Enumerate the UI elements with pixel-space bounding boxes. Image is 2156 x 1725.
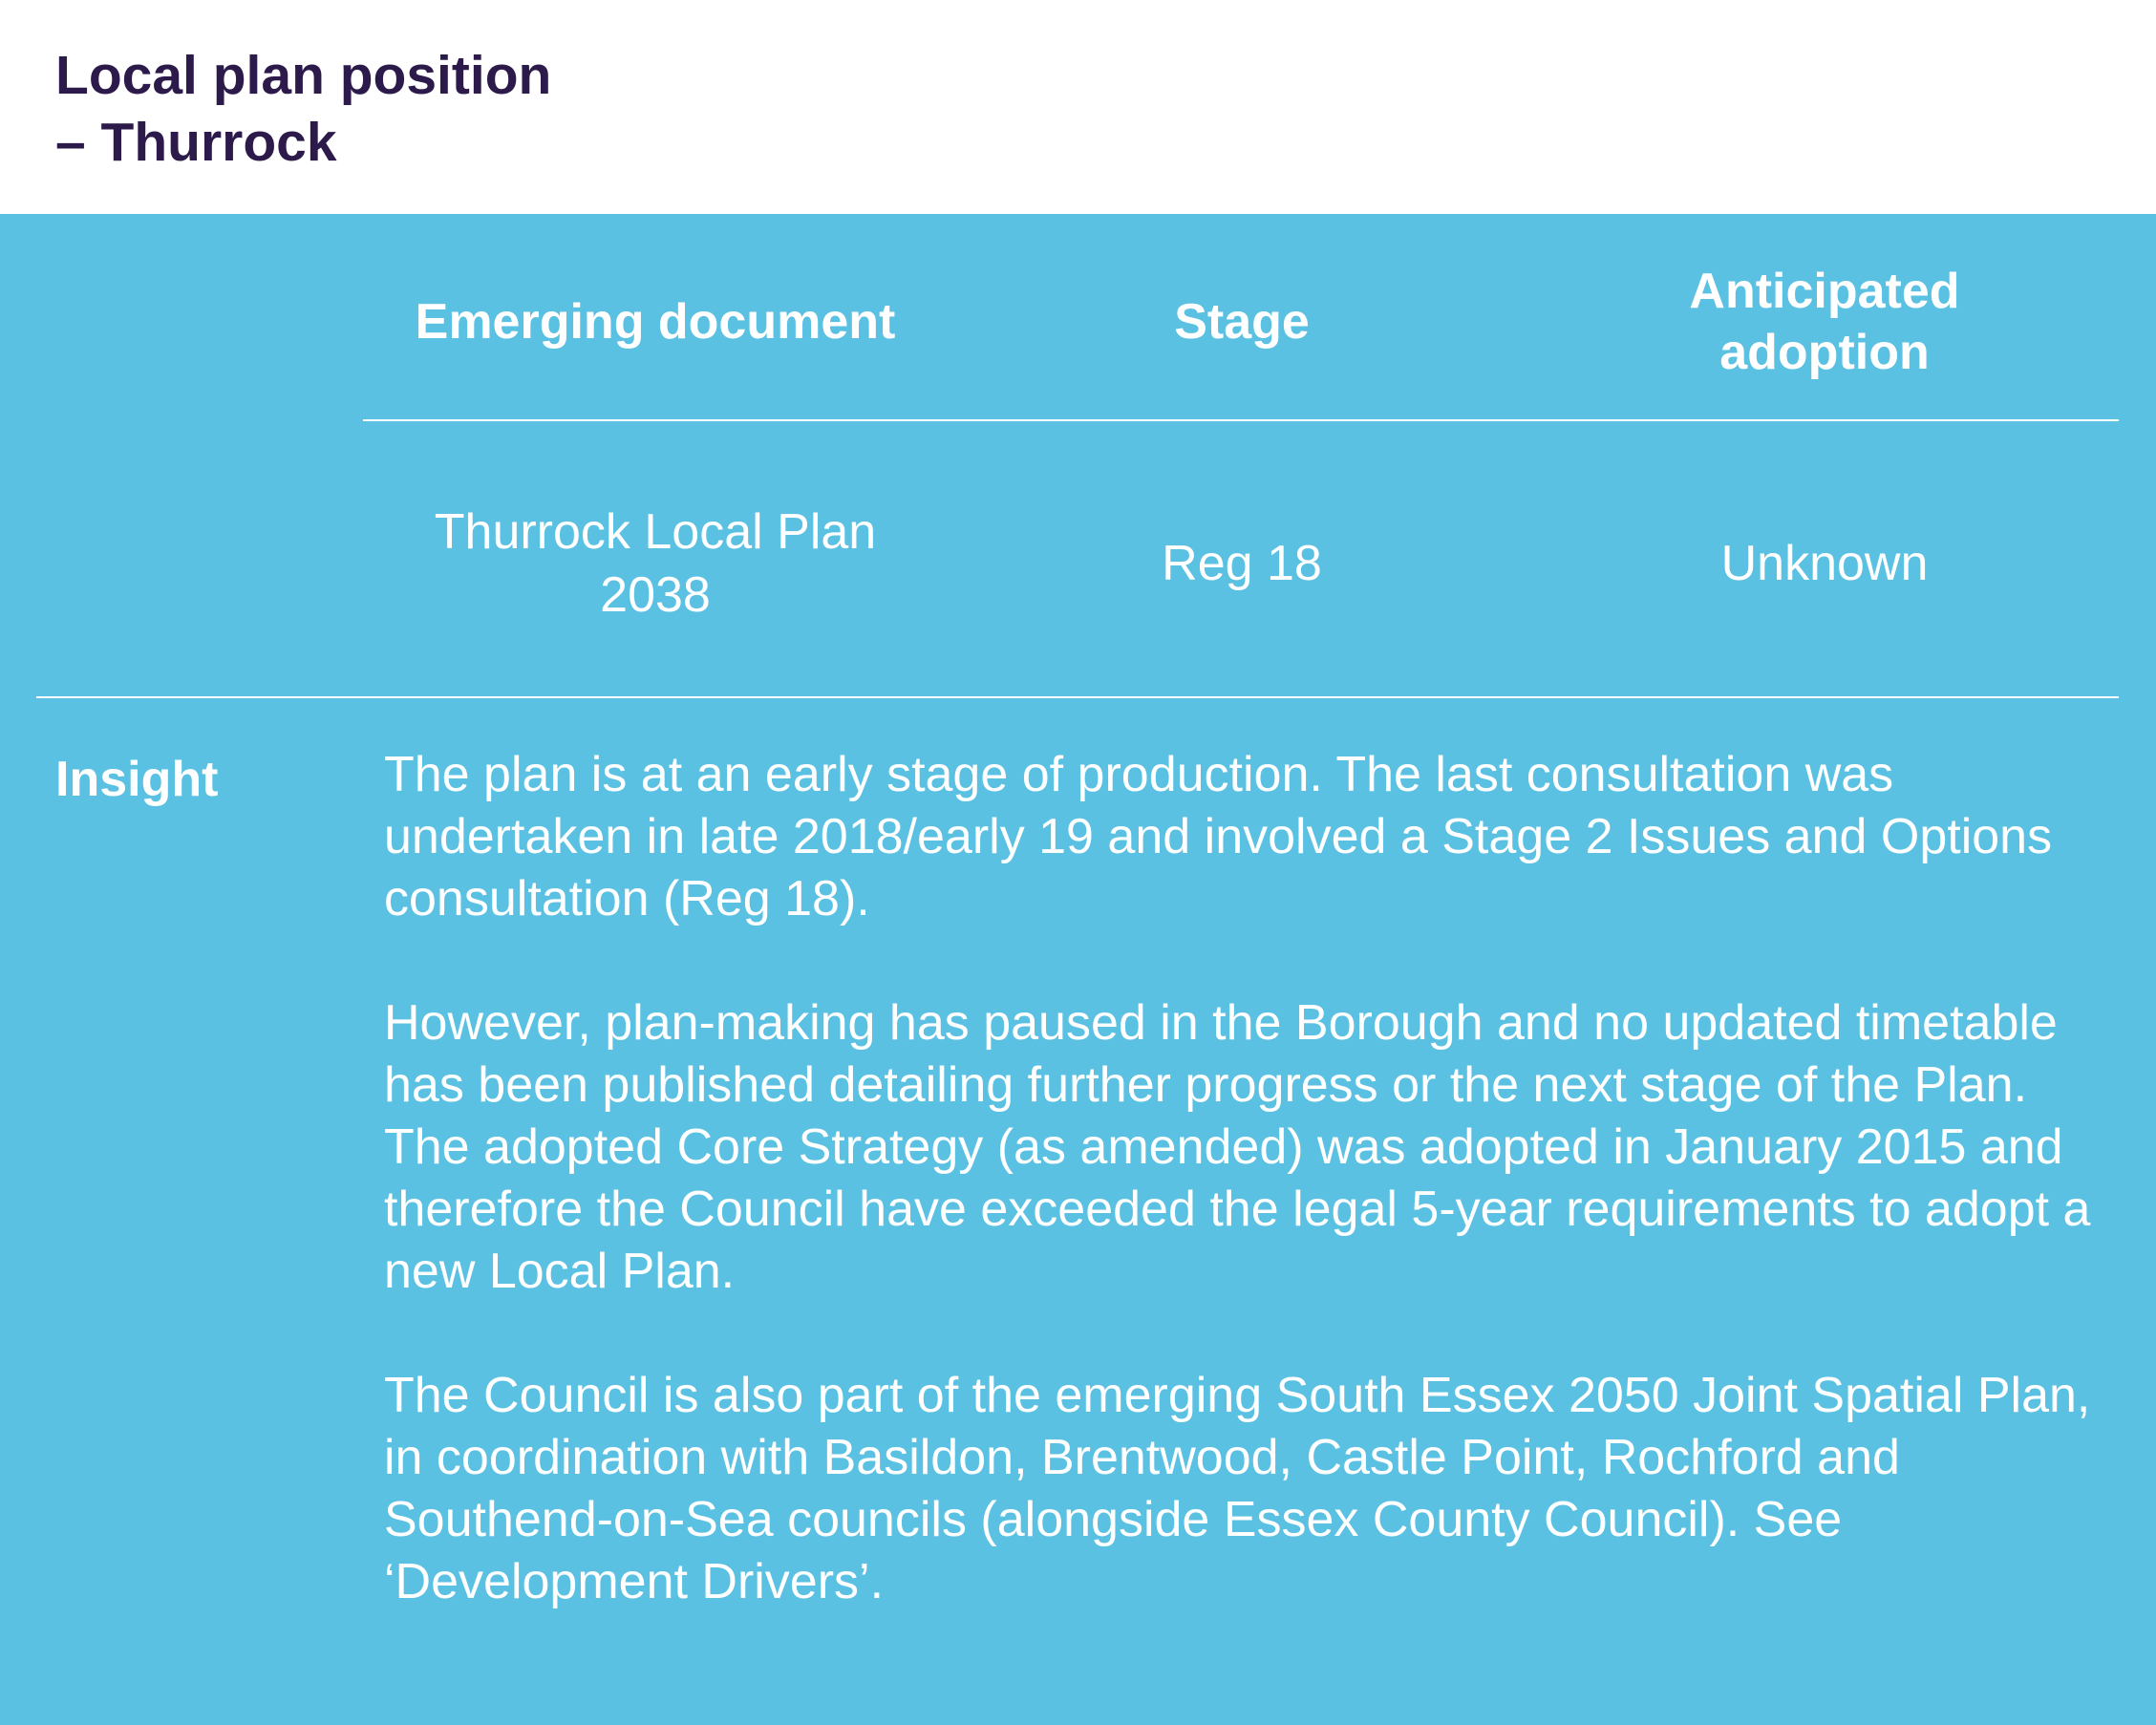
local-plan-panel	[0, 214, 2156, 1725]
insight-paragraph: However, plan-making has paused in the Borough and no updated timetable has been published detailing further progress or the next stage of the Plan. The adopted Core Strategy (as amended) was adopted in January 2015 and therefore the Council have exceeded the legal 5-year requirements to adopt a new Local Plan.	[384, 995, 2091, 1299]
header-emerging-document: Emerging document	[415, 294, 896, 350]
cell-stage: Reg 18	[1162, 536, 1322, 591]
table-divider	[36, 696, 2119, 698]
page-title: Local plan position – Thurrock	[55, 45, 552, 173]
insight-label: Insight	[55, 752, 219, 807]
cell-anticipated-adoption: Unknown	[1720, 536, 1929, 591]
header-stage: Stage	[1174, 294, 1310, 350]
insight-body	[384, 744, 2123, 1675]
insight-paragraph: The Council is also part of the emerging South Essex 2050 Joint Spatial Plan, in coordination with Basildon, Brentwood, Castle Point, Rochford and Southend-on-Sea councils (alongside Essex County Council). See ‘Development Drivers’.	[384, 1368, 2091, 1609]
header-anticipated-adoption: Anticipated adoption	[1689, 264, 1960, 380]
insight-paragraph: The plan is at an early stage of production. The last consultation was undertaken in late 2018/early 19 and involved a Stage 2 Issues and Options consultation (Reg 18).	[384, 747, 2053, 926]
cell-emerging-document: Thurrock Local Plan 2038	[434, 504, 877, 623]
header-divider	[363, 419, 2119, 421]
